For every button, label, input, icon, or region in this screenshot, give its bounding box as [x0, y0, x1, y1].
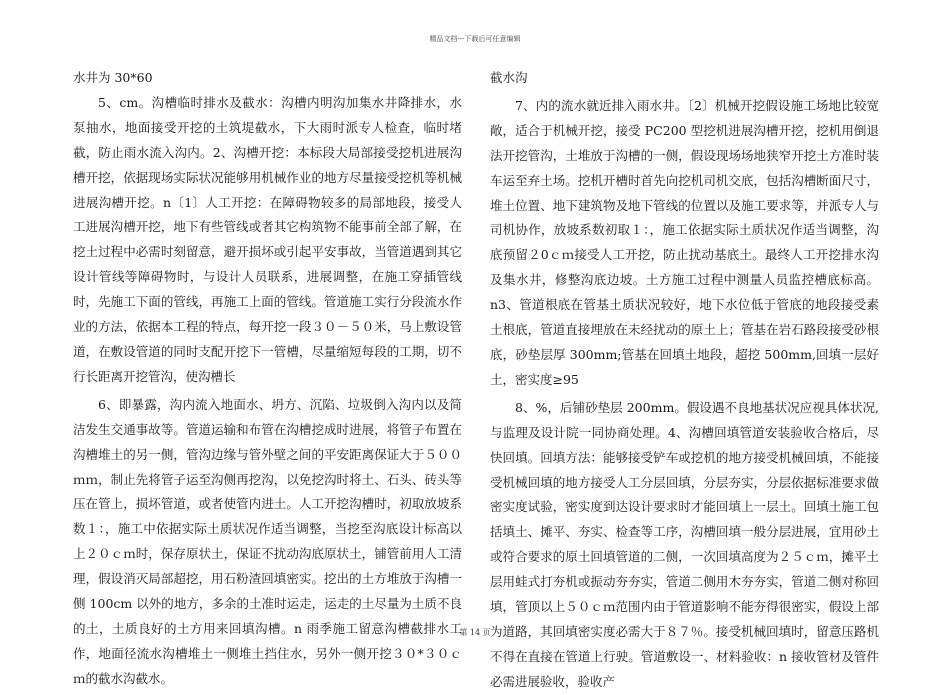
- paragraph: 6、即暴露，沟内流入地面水、坍方、沉陷、垃圾倒入沟内以及简洁发生交通事故等。管道运输和布管在沟槽挖成时进展，将管子布置在沟槽堆土的另一侧，管沟边缘与管外壁之间的平安距离保证大于５００ｍｍ，制止先将管子运至沟侧再挖沟，以免挖沟时将土、石头、砖头等压在管上，损坏管道，或者使管内进土。人工开挖沟槽时，初取放坡系数１：，施工中依据实际土质状况作适当调整，当挖至沟底设计标高以上２０ｃｍ时，保存原状土，保证不扰动沟底原状土，铺管前用人工清理，假设消灭局部超挖，用石粉渣回填密实。挖出的土方堆放于沟槽一侧 100cm 以外的地方，多余的土准时运走，运走的土尽量为土质不良的土，土质良好的土方用来回填沟槽。n 雨季施工留意沟槽截排水工作，地面径流水沟槽堆土一侧堆土挡住水，另外一侧开挖３０*３０ｃｍ的截水沟截水。: [73, 396, 462, 686]
- paragraph: 水井为 30*60: [73, 70, 153, 85]
- paragraph: 7、内的流水就近排入雨水井。〔2〕机械开挖假设施工场地比较宽敞，适合于机械开挖，接受 PC200 型挖机进展沟槽开挖，挖机用倒退法开挖管沟，土堆放于沟槽的一侧，假设现场场地狭窄开挖土方准时装车运至弃土场。挖机开槽时首先向挖机司机交底，包括沟槽断面尺寸，堆土位置、地下建筑物及地下管线的位置以及施工要求等，并派专人与司机协作，放坡系数初取１：，施工依据实际土质状况作适当调整，沟底预留２0ｃｍ接受人工开挖，防止扰动基底土。最终人工开挖排水沟及集水井，修整沟底边坡。土方施工过程中测量人员监控槽底标高。n3、管道根底在管基土质状况较好，地下水位低于管底的地段接受素土根底，管道直接埋放在未经扰动的原土上；管基在岩石路段接受砂根底，砂垫层厚 300mm;管基在回填土地段，超挖 500mm,回填一层好土，密实度≥95: [490, 97, 879, 387]
- left-text-column: [73, 66, 462, 692]
- paragraph: 8、%，后铺砂垫层 200mm。假设遇不良地基状况应视具体状况,与监理及设计院一同协商处理。4、沟槽回填管道安装验收合格后，尽快回填。回填方法：能够接受铲车或挖机的地方接受机械回填，不能接受机械回填的地方接受人工分层回填，分层夯实，分层依据标准要求做密实度试验，密实度到达设计要求时才能回填上一层土。回填土施工包括填土、摊平、夯实、检查等工序，沟槽回填一般分层进展，宜用砂土或符合要求的原土回填管道的二侧，一次回填高度为２５ｃｍ，摊平土层用蛙式打夯机或振动夯夯实，管道二侧用木夯夯实，管道二侧对称回填，管顶以上５０ｃｍ范围内由于管道影响不能夯得很密实，假设上部为道路，其回填密实度必需大于８７％。接受机械回填时，留意压路机不得在直接在管道上行驶。管道敷设一、材料验收：n 接收管材及管件必需进展验收，验收产: [490, 399, 879, 689]
- paragraph: 截水沟: [490, 70, 528, 85]
- right-text-column: [490, 66, 879, 695]
- paragraph: 5、cm。沟槽临时排水及截水：沟槽内明沟加集水井降排水，水泵抽水，地面接受开挖的土筑堤截水，下大雨时派专人检查，临时堵截，防止雨水流入沟内。2、沟槽开挖：本标段大局部接受挖机进展沟槽开挖，依据现场实际状况能够用机械作业的地方尽量接受挖机等机械进展沟槽开挖。n〔1〕人工开挖：在障碍物较多的局部地段，接受人工进展沟槽开挖，地下有些管线或者其它构筑物不能事前全部了解，在挖土过程中必需时刻留意，避开损坏或引起平安事故，当管道遇到其它设计管线等障碍物时，与设计人员联系，进展调整，在施工穿插管线时，先施工下面的管线，再施工上面的管线。管道施工实行分段流水作业的方法，依据本工程的特点，每开挖一段３０－５０米，马上敷设管道，在敷设管道的同时支配开挖下一管槽，尽量缩短每段的工期，切不行长距离开挖管沟，使沟槽长: [73, 94, 462, 384]
- page-number: 第 14 页: [459, 628, 491, 637]
- page-header: 精品文档---下载后可任意编辑: [429, 35, 521, 43]
